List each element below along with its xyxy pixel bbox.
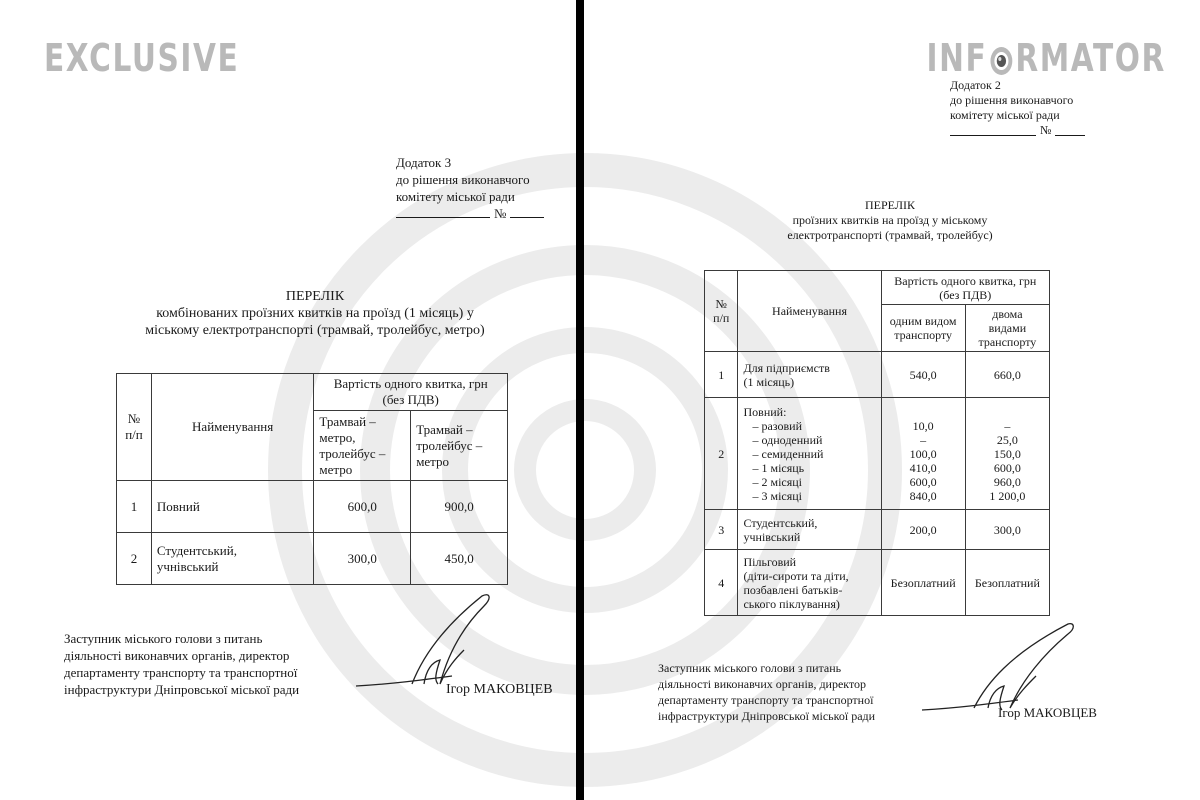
brand-informator-logo: INF RMATOR: [926, 36, 1166, 80]
row-name: Для підприємств (1 місяць): [738, 352, 881, 398]
row-value1: 10,0 – 100,0 410,0 600,0 840,0: [881, 398, 965, 510]
row-value2: 900,0: [411, 481, 508, 533]
row-value2: – 25,0 150,0 600,0 960,0 1 200,0: [965, 398, 1049, 510]
row-name: Студентський, учнівський: [151, 533, 314, 585]
table-row: [705, 352, 1050, 398]
page-divider: [576, 0, 584, 800]
table-row: [705, 398, 1050, 510]
left-th-col2: Трамвай – тролейбус – метро: [411, 411, 508, 481]
row-value2: Безоплатний: [965, 550, 1049, 616]
row-num: 2: [117, 533, 152, 585]
left-annex-line2: до рішення виконавчого: [396, 172, 530, 187]
right-signer-name: Ігор МАКОВЦЕВ: [998, 705, 1097, 720]
right-signer-title: Заступник міського голови з питань діяльності виконавчих органів, директор департаменту транспорту та транспортної інфраструктури Дніпровської міської ради: [658, 661, 876, 723]
row-name: Студентський, учнівський: [738, 510, 881, 550]
right-annex-line2: до рішення виконавчого: [950, 93, 1074, 107]
left-signer-name: Ігор МАКОВЦЕВ: [446, 682, 553, 697]
brand-exclusive: EXCLUSIVE: [44, 36, 240, 80]
right-th-price: Вартість одного квитка, грн (без ПДВ): [881, 271, 1049, 305]
table-row: [705, 550, 1050, 616]
right-th-col1: одним видом транспорту: [881, 305, 965, 352]
left-heading-title: ПЕРЕЛІК: [285, 289, 345, 304]
left-th-num: № п/п: [117, 374, 152, 481]
left-annex-line3: комітету міської ради: [396, 189, 515, 204]
left-th-price: Вартість одного квитка, грн (без ПДВ): [314, 374, 508, 411]
row-value1: 540,0: [881, 352, 965, 398]
right-heading-title: ПЕРЕЛІК: [865, 198, 915, 212]
row-value2: 300,0: [965, 510, 1049, 550]
row-value2: 660,0: [965, 352, 1049, 398]
right-th-col2: двома видами транспорту: [965, 305, 1049, 352]
right-annex-number-sign: №: [1040, 123, 1052, 137]
row-num: 1: [117, 481, 152, 533]
table-row: [117, 533, 508, 585]
left-signer-title: Заступник міського голови з питань діяльності виконавчих органів, директор департаменту транспорту та транспортної інфраструктури Дніпровської міської ради: [64, 631, 300, 697]
table-row: [705, 510, 1050, 550]
left-heading-line3: міському електротранспорті (трамвай, тролейбус, метро): [145, 323, 485, 338]
row-value1: 600,0: [314, 481, 411, 533]
row-num: 3: [705, 510, 738, 550]
left-annex-number-sign: №: [494, 206, 507, 221]
left-annex: [396, 154, 544, 222]
right-annex: [950, 78, 1085, 138]
row-value1: 300,0: [314, 533, 411, 585]
right-th-name: Найменування: [738, 271, 881, 352]
right-heading: [720, 198, 1060, 243]
right-signature: [918, 618, 1088, 718]
left-th-col1: Трамвай – метро, тролейбус – метро: [314, 411, 411, 481]
right-heading-line3: електротранспорті (трамвай, тролейбус): [787, 228, 993, 242]
row-value1: Безоплатний: [881, 550, 965, 616]
row-num: 1: [705, 352, 738, 398]
left-heading: [110, 288, 520, 339]
row-value2: 450,0: [411, 533, 508, 585]
right-annex-title: Додаток 2: [950, 78, 1001, 92]
left-th-name: Найменування: [151, 374, 314, 481]
row-value1: 200,0: [881, 510, 965, 550]
row-num: 2: [705, 398, 738, 510]
row-name: Пільговий (діти-сироти та діти, позбавлені батьків- ського піклування): [738, 550, 881, 616]
row-name: Повний: [151, 481, 314, 533]
right-annex-line3: комітету міської ради: [950, 108, 1060, 122]
left-price-table: [116, 373, 508, 585]
row-num: 4: [705, 550, 738, 616]
row-name: Повний: – разовий – одноденний – семиденний – 1 місяць – 2 місяці – 3 місяці: [738, 398, 881, 510]
left-heading-line2: комбінованих проїзних квитків на проїзд (1 місяць) у: [156, 306, 474, 321]
eye-icon: [989, 42, 1014, 74]
left-annex-title: Додаток 3: [396, 155, 452, 170]
right-heading-line2: проїзних квитків на проїзд у міському: [792, 213, 988, 227]
table-row: [117, 481, 508, 533]
right-th-num: № п/п: [705, 271, 738, 352]
right-price-table: [704, 270, 1050, 616]
